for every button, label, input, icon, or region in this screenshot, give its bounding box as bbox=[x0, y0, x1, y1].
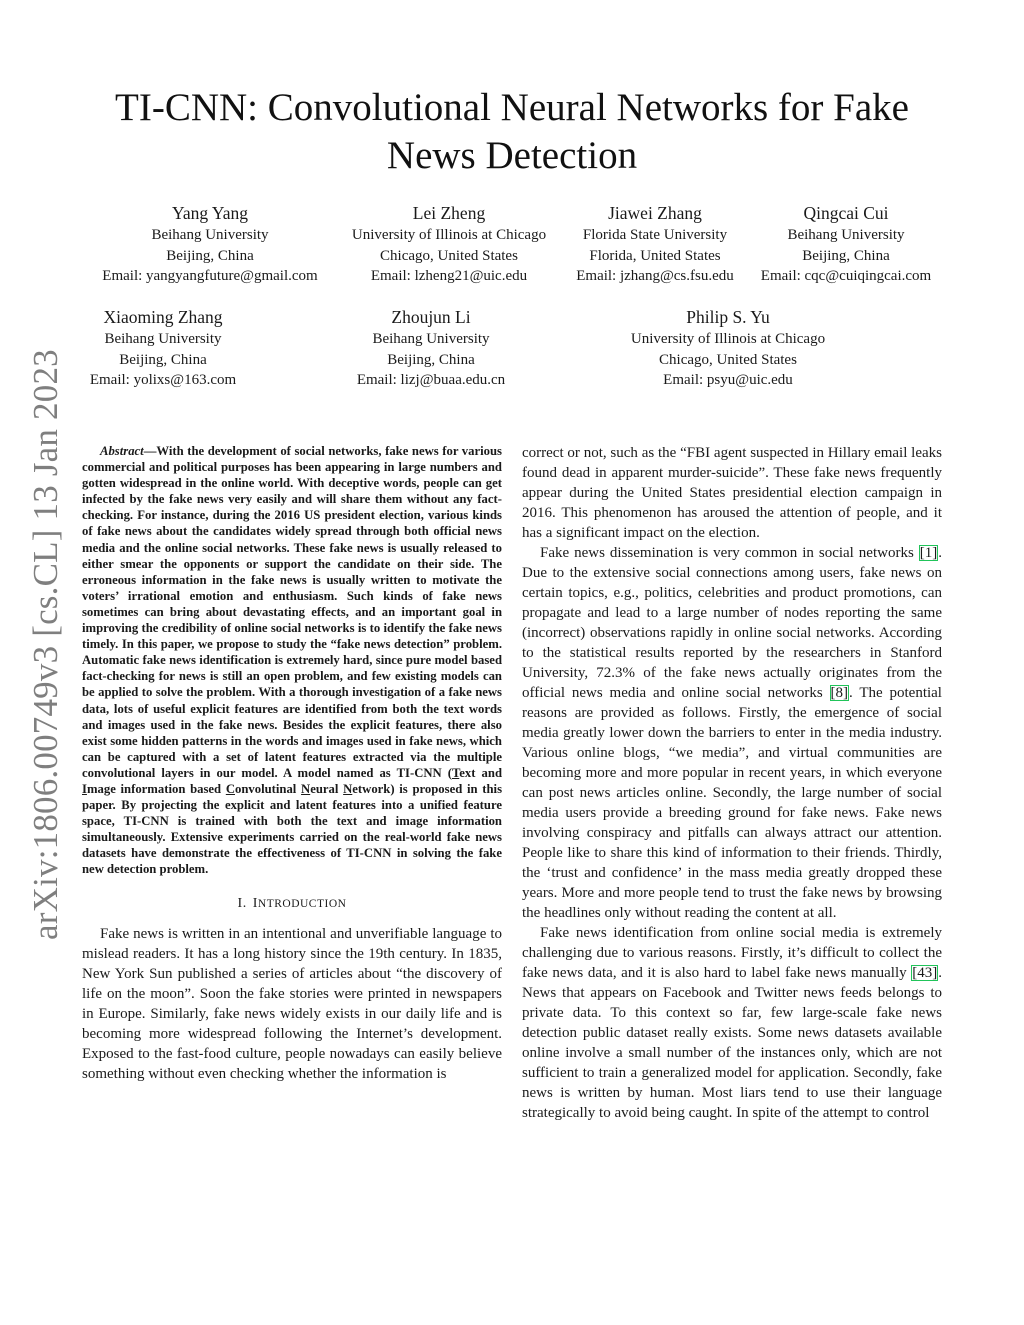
author-affiliation: Florida State University bbox=[582, 227, 728, 243]
author-email: Email: psyu@uic.edu bbox=[663, 372, 793, 389]
author-email: Email: lzheng21@uic.edu bbox=[370, 268, 528, 285]
body-paragraph: correct or not, such as the “FBI agent suspected in Hillary email leaks found dead in apparent murder-suicide”. These fake news frequently appear during the United States presidential election campaign in 2016. This phenomenon has aroused the attention of people, and it has a significant impact on the election. bbox=[522, 445, 942, 541]
author-block bbox=[576, 201, 734, 287]
author-block bbox=[357, 305, 505, 391]
section-first-letter: I bbox=[252, 895, 258, 911]
author-email: Email: lizj@buaa.edu.cn bbox=[356, 372, 506, 389]
author-location: Chicago, United States bbox=[659, 351, 797, 368]
author-name: Xiaoming Zhang bbox=[103, 307, 223, 327]
right-column bbox=[522, 443, 942, 1123]
paragraph-text: . The potential reasons are provided as follows. Firstly, the emergence of social media greatly lower down the barriers to enter in the media industry. Various online blogs, “we media”, and virtual communities are becoming more and more popular in recent years, in which everyone can post news articles online. Secondly, the large number of social media users provide a breeding ground for fake news. Fake news involving conspiracy and pitfalls can always attract our attention. People like to share this kind of information to their friends. Thirdly, the ‘trust and confidence’ in the mass media greatly dropped these years. More and more people tend to trust the fake news by browsing the headlines only without reading the content at all. bbox=[522, 685, 942, 921]
author-location: Beijing, China bbox=[802, 247, 890, 264]
paragraph-text: Fake news dissemination is very common in social networks bbox=[540, 545, 919, 561]
author-block bbox=[102, 201, 317, 287]
citation-link[interactable]: [1] bbox=[919, 545, 938, 561]
author-location: Chicago, United States bbox=[380, 247, 518, 264]
body-paragraph bbox=[522, 923, 942, 1123]
author-affiliation: Beihang University bbox=[104, 331, 222, 347]
author-block bbox=[90, 305, 236, 391]
abstract-text: mage information based bbox=[86, 781, 226, 796]
author-email: Email: jzhang@cs.fsu.edu bbox=[576, 268, 734, 285]
author-name: Jiawei Zhang bbox=[608, 203, 702, 223]
author-name: Zhoujun Li bbox=[391, 307, 471, 327]
body-paragraph bbox=[522, 543, 942, 923]
abstract-text: onvolutinal bbox=[234, 781, 302, 796]
abstract-text: With the development of social networks, fake news for various commercial and political purposes has been appearing in large numbers and gotten widespread in the online world. With deceptive words, people can get infected by the fake news very easily and will share them without any fact-checking. For instance, during the 2016 US president election, various kinds of fake news about the candidates widely spread through both official news media and the online social networks. These fake news is usually released to either smear the opponents or support the candidate on their side. The erroneous information in the fake news is usually written to motivate the voters’ irrational emotion and enthusiasm. Such kinds of fake news sometimes can bring about devastating effects, and an important goal in improving the credibility of online social networks is to identify the fake news timely. In this paper, we propose to study the “fake news detection” problem. Automatic fake news identification is extremely hard, since pure model based fact-checking for news is still an open problem, and few existing models can be applied to solve the problem. With a thorough investigation of a fake news data, lots of useful explicit features are identified from both the text words and images used in the fake news. Besides the explicit features, there also exist some hidden patterns in the words and images used in fake news, which can be captured with a set of latent features extracted via the multiple convolutional layers in our model. A model named as TI-CNN ( bbox=[82, 444, 502, 780]
acronym-letter: C bbox=[225, 781, 235, 796]
author-location: Beijing, China bbox=[166, 247, 254, 264]
abstract-text: eural bbox=[310, 781, 344, 796]
intro-paragraph: Fake news is written in an intentional and unverifiable language to mislead readers. It has a long history since the 19th century. In 1835, New York Sun published a series of articles about “the discovery of life on the moon”. Soon the fake stories were printed in newspapers in Europe. Similarly, fake news widely exists in our daily life and is becoming more widespread following the Internet’s development. Exposed to the fast-food culture, people nowadays can easily believe something without even checking whether the information is bbox=[82, 925, 502, 1082]
abstract bbox=[82, 443, 502, 878]
left-column bbox=[82, 443, 502, 1084]
author-affiliation: Beihang University bbox=[151, 227, 269, 243]
author-name: Qingcai Cui bbox=[803, 203, 889, 223]
author-block bbox=[631, 305, 825, 391]
section-heading-introduction bbox=[82, 896, 502, 912]
abstract-dash: — bbox=[143, 444, 157, 458]
author-affiliation: Beihang University bbox=[787, 227, 905, 243]
author-block bbox=[761, 201, 931, 287]
author-name: Yang Yang bbox=[171, 203, 249, 223]
abstract-text: etwork) is proposed in this paper. By projecting the explicit and latent features into a unified feature space, TI-CNN is trained with both the text and image information simultaneously. Extensive experiments carried on the real-world fake news datasets have demonstrate the effectiveness of TI-CNN in solving the fake new detection problem. bbox=[82, 781, 503, 877]
abstract-text: ext and bbox=[459, 765, 503, 780]
paragraph-text: Fake news identification from online social media is extremely challenging due to various reasons. Firstly, it’s difficult to collect the fake news data, and it is also hard to label fake news manually bbox=[522, 925, 942, 981]
author-affiliation: University of Illinois at Chicago bbox=[351, 227, 547, 243]
author-affiliation: University of Illinois at Chicago bbox=[630, 331, 826, 347]
author-name: Lei Zheng bbox=[412, 203, 486, 223]
paragraph-text: . Due to the extensive social connections among users, fake news on certain topics, e.g., politics, celebrities and product promotions, can propagate and lead to a large number of nodes reporting the same (incorrect) observations rapidly in online social networks. According to the statistical results reported by the researchers in Stanford University, 72.3% of the fake news actually originates from the official news media and online social networks bbox=[522, 545, 942, 701]
citation-link[interactable]: [8] bbox=[830, 685, 849, 701]
author-location: Beijing, China bbox=[119, 351, 207, 368]
author-email: Email: cqc@cuiqingcai.com bbox=[760, 268, 932, 285]
author-location: Florida, United States bbox=[589, 247, 721, 264]
citation-link[interactable]: [43] bbox=[912, 965, 938, 981]
author-email: Email: yangyangfuture@gmail.com bbox=[102, 268, 318, 285]
acronym-letter: T bbox=[451, 765, 460, 780]
author-name: Philip S. Yu bbox=[686, 307, 770, 327]
author-block bbox=[352, 201, 546, 287]
author-affiliation: Beihang University bbox=[372, 331, 490, 347]
acronym-letter: N bbox=[301, 781, 311, 796]
acronym-letter: I bbox=[82, 781, 87, 796]
section-number: I. bbox=[237, 895, 247, 911]
author-location: Beijing, China bbox=[387, 351, 475, 368]
abstract-label: Abstract bbox=[100, 444, 144, 458]
section-title-rest: NTRODUCTION bbox=[257, 897, 347, 910]
arxiv-identifier: arXiv:1806.00749v3 [cs.CL] 13 Jan 2023 bbox=[26, 349, 65, 940]
paragraph-text: . News that appears on Facebook and Twitter news feeds belongs to private data. To this context so far, few large-scale fake news detection public dataset really exists. Some news datasets available online involve a small number of the instances only, which are not sufficient to train a generalized model for application. Secondly, fake news is written by human. Most liars tend to use their language strategically to avoid being caught. In spite of the attempt to control bbox=[522, 965, 942, 1121]
acronym-letter: N bbox=[343, 781, 353, 796]
paper-title: TI-CNN: Convolutional Neural Networks for Fake News Detection bbox=[115, 86, 909, 177]
author-email: Email: yolixs@163.com bbox=[89, 372, 237, 389]
